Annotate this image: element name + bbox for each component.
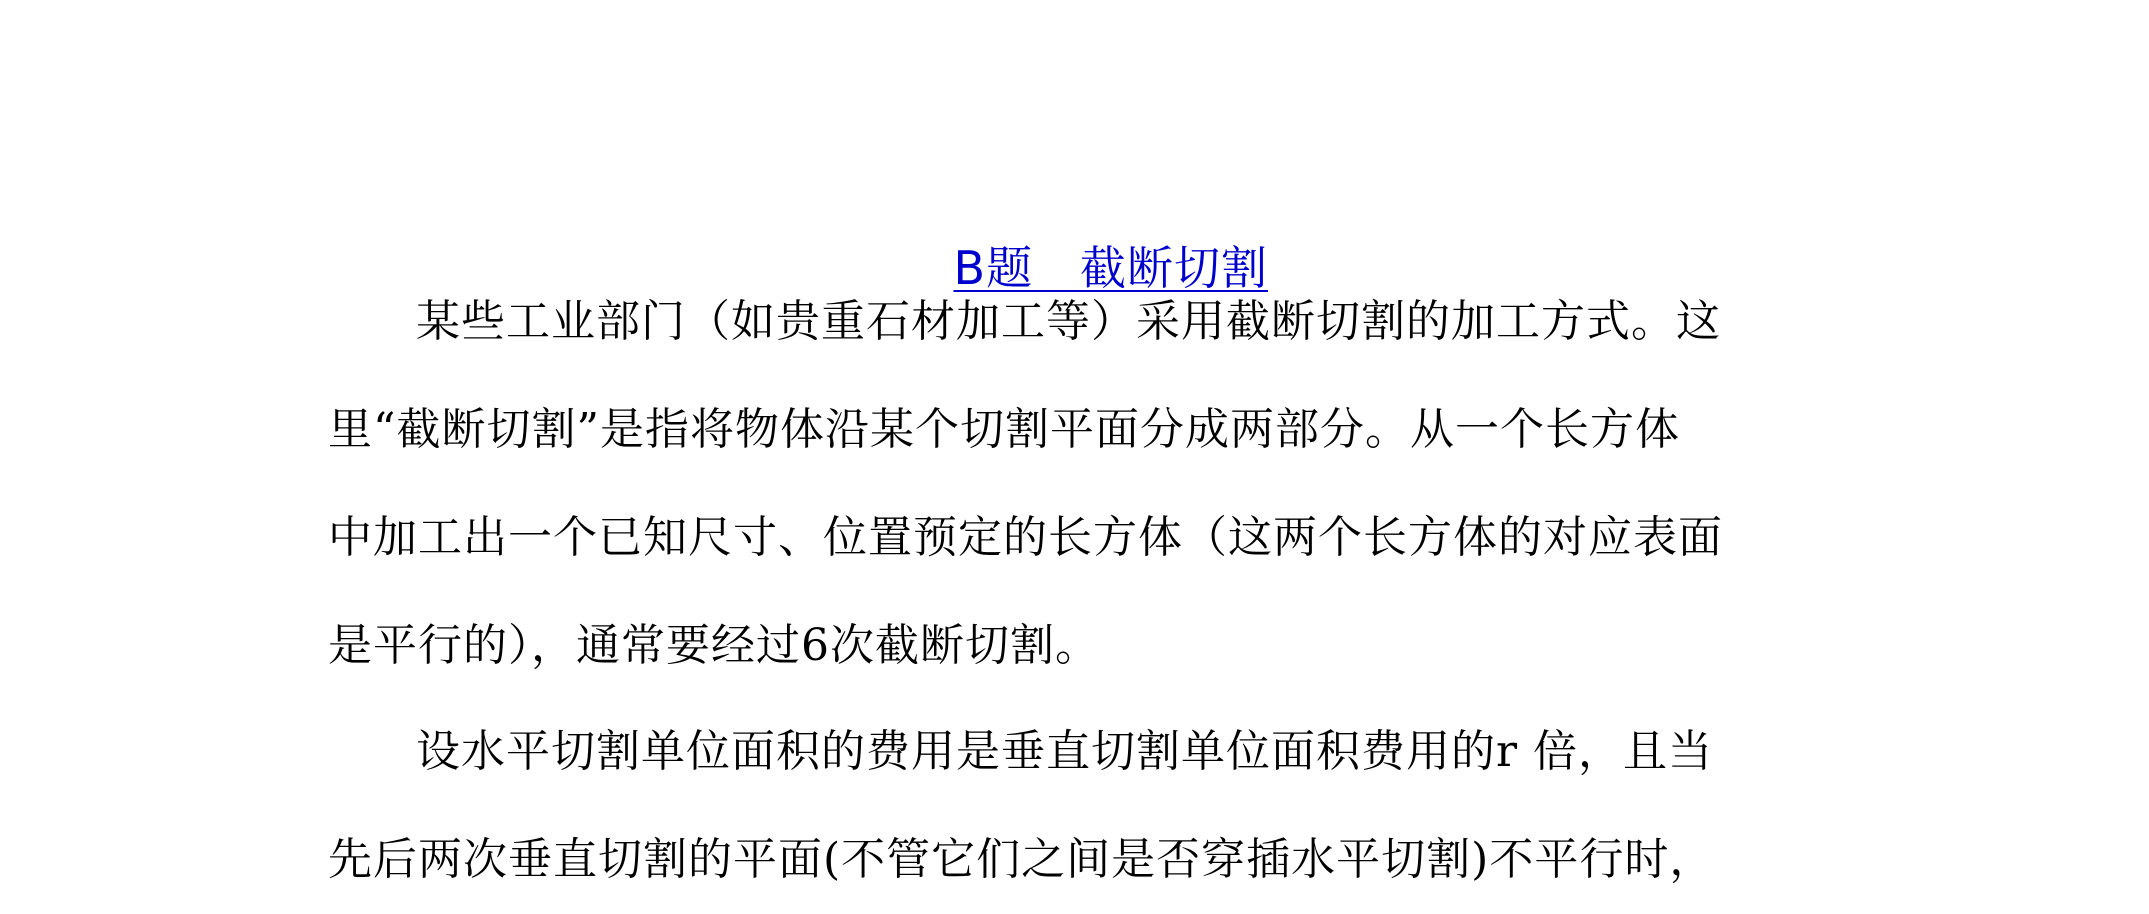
paragraph-2 <box>328 698 1715 914</box>
paragraph-1 <box>328 268 1723 700</box>
paragraph-line: 某些工业部门（如贵重石材加工等）采用截断切割的加工方式。这 <box>416 296 1721 347</box>
paragraph-line: 里“截断切割”是指将物体沿某个切割平面分成两部分。从一个长方体 <box>328 404 1680 455</box>
paragraph-line: 设水平切割单位面积的费用是垂直切割单位面积费用的r 倍，且当 <box>416 726 1714 777</box>
title-link[interactable]: B题 截断切割 <box>953 241 1268 295</box>
paragraph-line: 中加工出一个已知尺寸、位置预定的长方体（这两个长方体的对应表面 <box>328 512 1723 563</box>
paragraph-line: 是平行的），通常要经过6次截断切割。 <box>328 620 1100 671</box>
paragraph-line: 先后两次垂直切割的平面(不管它们之间是否穿插水平切割)不平行时， <box>328 834 1715 885</box>
